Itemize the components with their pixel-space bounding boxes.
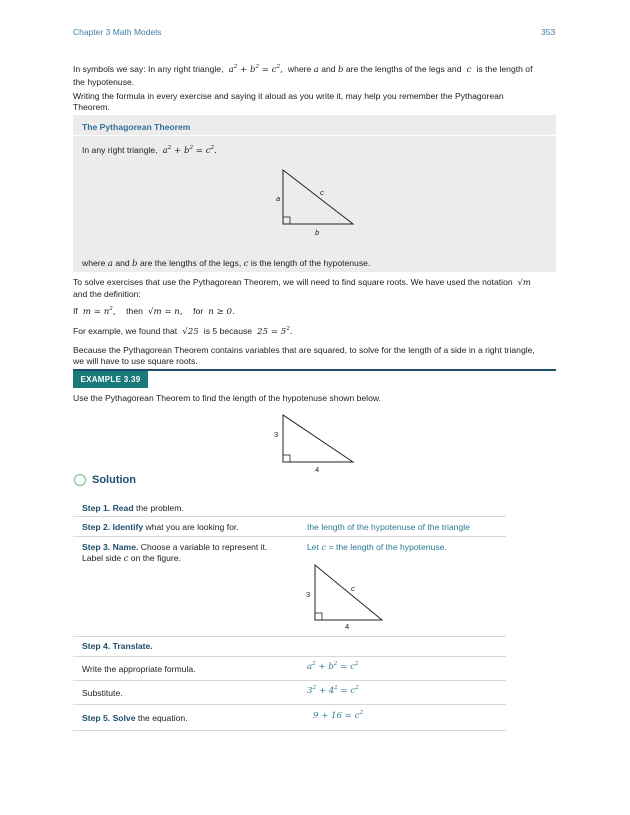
step-4-formula-label: Write the appropriate formula. [82, 664, 196, 674]
row-divider [73, 680, 506, 681]
theorem-footer: where a and b are the lengths of the legs, c is the length of the hypotenuse. [82, 258, 371, 269]
theorem-statement: In any right triangle, $a^2 + b^2 = c^2$. [82, 145, 217, 156]
page-number: 353 [541, 27, 556, 37]
row-divider [73, 516, 506, 517]
theorem-triangle-figure [275, 166, 360, 230]
theorem-label-c: c [320, 188, 324, 197]
writing-tip-line-1: Writing the formula in every exercise and saying it aloud as you write it, may help you remember the Pythagorean [73, 91, 504, 101]
example-prompt: Use the Pythagorean Theorem to find the length of the hypotenuse shown below. [73, 393, 381, 403]
check-circle-icon [74, 474, 86, 486]
example-sqrt-line: For example, we found that √25 is 5 because $25 = 5^2$. [73, 326, 293, 337]
fig-side-hypotenuse: c [351, 584, 355, 593]
right-triangle [283, 170, 353, 224]
example-side-horizontal: 4 [315, 465, 320, 474]
step-5-equation: $9 + 16 = c^2$ [313, 710, 364, 721]
chapter-header: Chapter 3 Math Models [73, 27, 162, 37]
square-roots-line-1: To solve exercises that use the Pythagorean Theorem, we will need to find square roots. We have used the notation √m [73, 277, 532, 288]
row-divider [73, 536, 506, 537]
labeled-right-angle-marker [315, 613, 322, 620]
example-right-triangle [283, 415, 353, 462]
example-right-angle-marker [283, 455, 290, 462]
formula-pythagorean: $a^2 + b^2 = c^2$, [225, 64, 286, 75]
fig-side-horizontal: 4 [345, 622, 350, 631]
example-triangle-figure [280, 413, 360, 467]
step-3: Step 3. Name. Choose a variable to represent it. Label side c on the figure. [82, 542, 268, 564]
example-tag: EXAMPLE 3.39 [73, 371, 148, 388]
step-2: Step 2. Identify what you are looking for. [82, 522, 239, 532]
definition-line: If $m = n^2$, then √m = n, for n ≥ 0. [73, 306, 235, 317]
right-angle-marker [283, 217, 290, 224]
step-4-substitution: $3^2 + 4^2 = c^2$ [307, 685, 359, 696]
step-5: Step 5. Solve the equation. [82, 713, 188, 723]
fig-side-vertical: 3 [306, 590, 311, 599]
step-4-formula: $a^2 + b^2 = c^2$ [307, 661, 359, 672]
step-1: Step 1. Read the problem. [82, 503, 184, 513]
solution-heading: Solution [92, 474, 136, 486]
row-divider [73, 656, 506, 657]
row-divider [73, 636, 506, 637]
because-line-2: we will have to use square roots. [73, 356, 198, 366]
step-2-result: the length of the hypotenuse of the triangle [307, 522, 470, 532]
step-3-result: Let c = the length of the hypotenuse. [307, 542, 447, 553]
step-4-substitute-label: Substitute. [82, 688, 123, 698]
labeled-right-triangle [315, 565, 382, 620]
example-side-vertical: 3 [274, 430, 279, 439]
theorem-label-a: a [276, 194, 281, 203]
intro-line-1: In symbols we say: In any right triangle, $a^2 + b^2 = c^2$, where a and b are the lengths of the legs and c is the length of [73, 64, 533, 75]
square-roots-line-2: and the definition: [73, 289, 141, 299]
row-divider [73, 704, 506, 705]
theorem-title: The Pythagorean Theorem [82, 122, 191, 132]
step-3-triangle-figure [312, 562, 388, 624]
step-4: Step 4. Translate. [82, 641, 153, 651]
writing-tip-line-2: Theorem. [73, 102, 110, 112]
theorem-label-b: b [315, 228, 320, 237]
row-divider [73, 730, 506, 731]
intro-line-2: the hypotenuse. [73, 77, 135, 87]
theorem-divider [73, 135, 556, 136]
because-line-1: Because the Pythagorean Theorem contains variables that are squared, to solve for the length of a side in a right triangle, [73, 345, 535, 355]
